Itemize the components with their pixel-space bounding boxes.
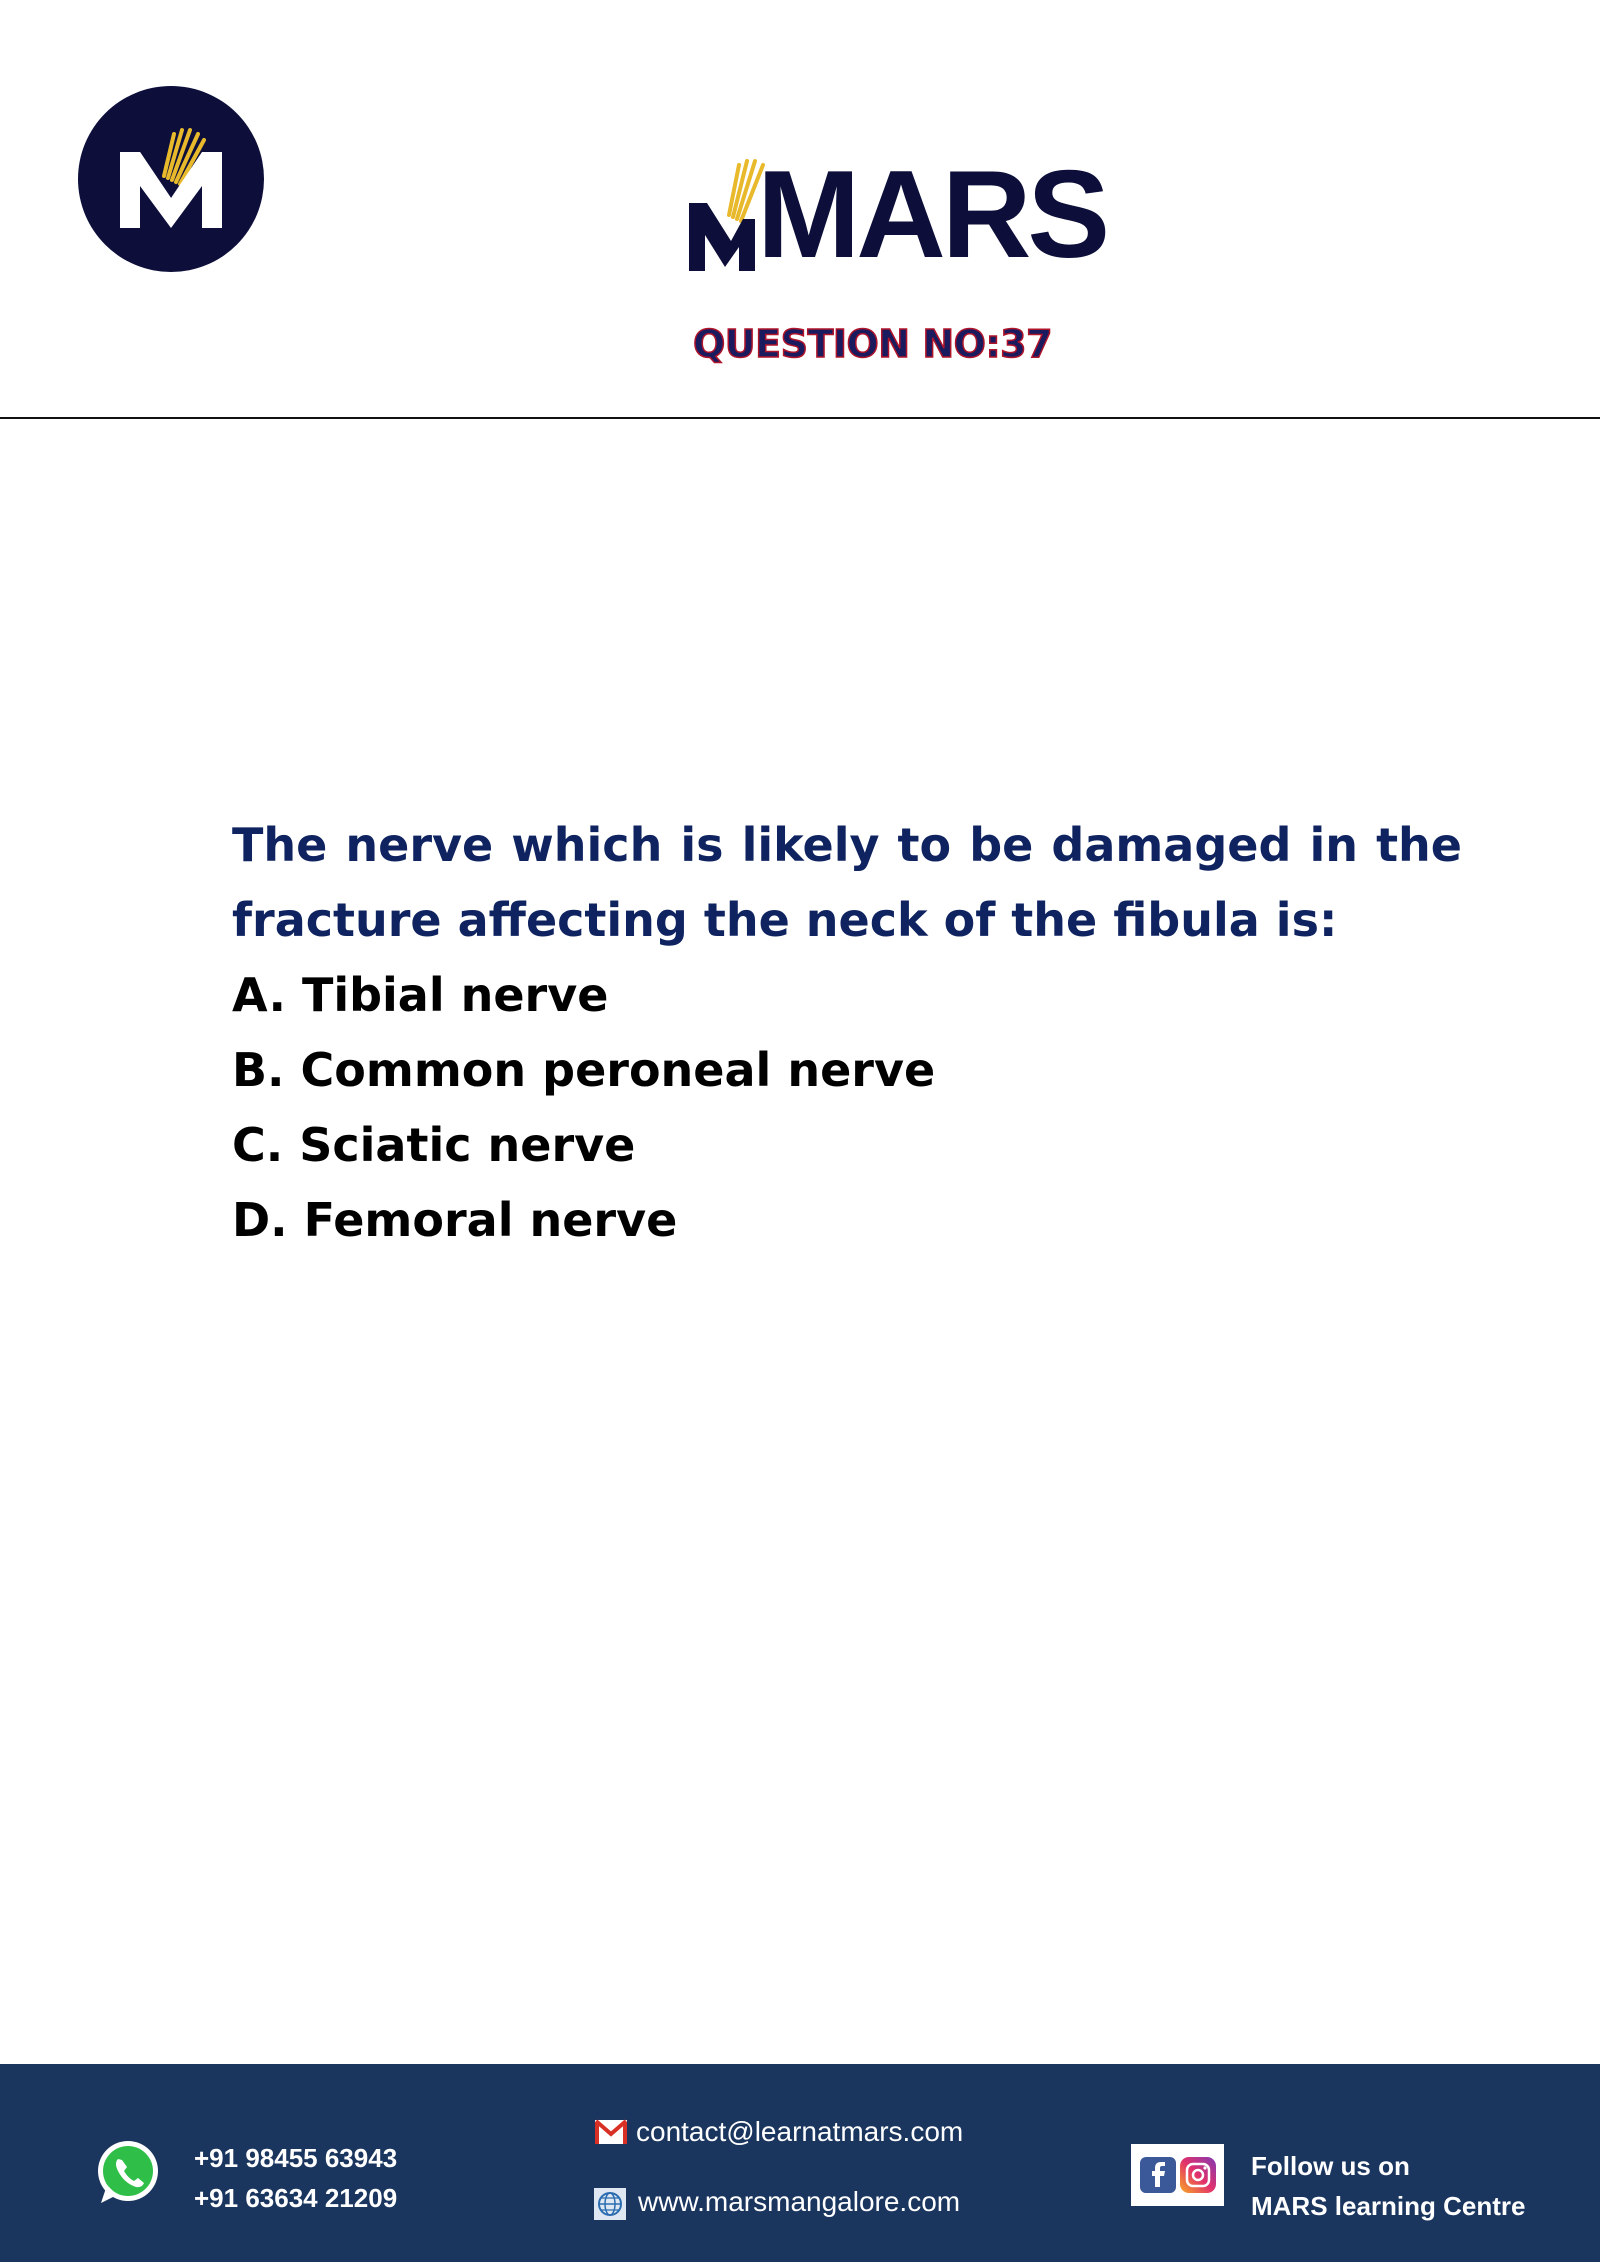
whatsapp-icon (93, 2137, 163, 2212)
mail-icon (594, 2119, 628, 2150)
follow-line-2[interactable]: MARS learning Centre (1251, 2191, 1526, 2221)
option-b: B. Common peroneal nerve (232, 1043, 936, 1097)
phone-number-1[interactable]: +91 98455 63943 (194, 2143, 398, 2173)
website-link[interactable]: www.marsmangalore.com (638, 2186, 961, 2217)
phone-number-2[interactable]: +91 63634 21209 (194, 2183, 398, 2213)
follow-text (1251, 2146, 1526, 2226)
footer (0, 2064, 1600, 2262)
contact-email[interactable]: contact@learnatmars.com (636, 2116, 964, 2147)
option-c: C. Sciatic nerve (232, 1118, 636, 1172)
question-block (232, 808, 1462, 1258)
mars-wordmark-logo (685, 146, 1107, 284)
question-number: QUESTION NO:37 (692, 322, 1053, 366)
brand-name: MARS (757, 146, 1107, 284)
header-divider (0, 417, 1600, 419)
facebook-icon[interactable] (1140, 2157, 1176, 2198)
option-a: A. Tibial nerve (232, 968, 609, 1022)
social-icons (1131, 2144, 1224, 2206)
instagram-icon[interactable] (1180, 2157, 1216, 2198)
option-d: D. Femoral nerve (232, 1193, 678, 1247)
header (0, 0, 1600, 420)
follow-line-1: Follow us on (1251, 2151, 1410, 2181)
globe-icon (594, 2188, 626, 2225)
question-stem: The nerve which is likely to be damaged in the fracture affecting the neck of the fibula is: (232, 818, 1462, 947)
mars-circle-logo (78, 86, 264, 272)
phone-numbers (194, 2138, 397, 2218)
